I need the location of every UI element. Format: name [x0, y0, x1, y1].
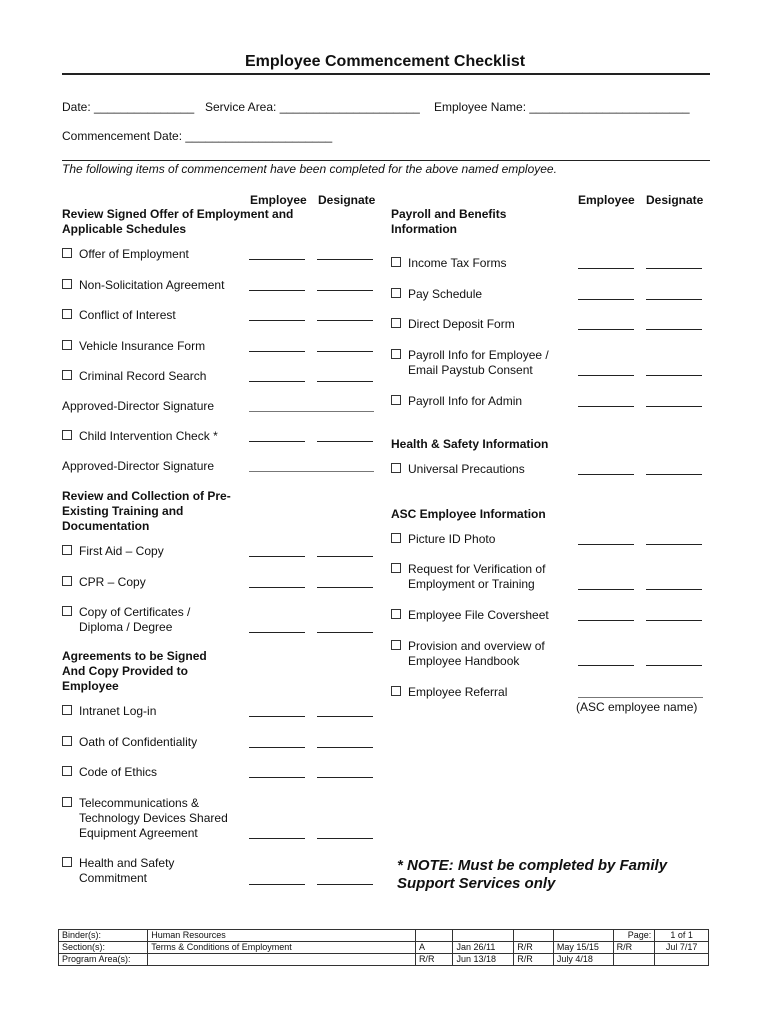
binders-label: Binder(s): [59, 930, 148, 942]
employee-sign-line[interactable] [249, 716, 305, 717]
employee-sign-line[interactable] [578, 375, 634, 376]
designate-sign-line[interactable] [317, 381, 373, 382]
checklist-item-verification[interactable]: Request for Verification of Employment or Training [391, 562, 545, 592]
right-employee-heading: Employee [578, 193, 635, 207]
employee-name-field[interactable]: Employee Name: ________________________ [434, 100, 690, 114]
checklist-item-universal-precautions[interactable]: Universal Precautions [391, 462, 525, 477]
review-date: July 4/18 [553, 954, 613, 966]
checkbox[interactable] [391, 686, 401, 696]
section-agreements: Agreements to be Signed And Copy Provided to Employee [62, 649, 207, 693]
checkbox[interactable] [62, 797, 72, 807]
designate-sign-line[interactable] [317, 441, 373, 442]
approved-director-signature: Approved-Director Signature [62, 399, 215, 413]
checkbox[interactable] [62, 606, 72, 616]
checkbox[interactable] [391, 640, 401, 650]
checklist-item-direct-deposit[interactable]: Direct Deposit Form [391, 317, 515, 332]
section-review-collection: Review and Collection of Pre-Existing Training and Documentation [62, 489, 231, 533]
designate-sign-line[interactable] [646, 375, 702, 376]
section-payroll-benefits: Payroll and Benefits Information [391, 207, 507, 236]
employee-sign-line[interactable] [249, 351, 305, 352]
checkbox[interactable] [62, 576, 72, 586]
employee-sign-line[interactable] [249, 556, 305, 557]
review-date: May 15/15 [553, 942, 613, 954]
director-sign-line[interactable] [249, 411, 374, 412]
designate-sign-line[interactable] [646, 329, 702, 330]
section-health-safety-info: Health & Safety Information [391, 437, 549, 451]
sections-label: Section(s): [59, 942, 148, 954]
checklist-item-handbook[interactable]: Provision and overview of Employee Handbook [391, 639, 545, 669]
section-asc-employee-info: ASC Employee Information [391, 507, 546, 521]
designate-sign-line[interactable] [646, 299, 702, 300]
checkbox[interactable] [62, 705, 72, 715]
effective-date: Jan 26/11 [453, 942, 514, 954]
checkbox[interactable] [391, 349, 401, 359]
approved-director-signature: Approved-Director Signature [62, 459, 215, 473]
checklist-item-health-safety[interactable]: Health and Safety Commitment [62, 856, 174, 886]
asc-employee-name-label: (ASC employee name) [576, 700, 698, 714]
employee-sign-line[interactable] [578, 620, 634, 621]
employee-sign-line[interactable] [249, 381, 305, 382]
designate-sign-line[interactable] [317, 351, 373, 352]
service-area-field[interactable]: Service Area: _____________________ [205, 100, 420, 114]
checklist-item-conflict[interactable]: Conflict of Interest [62, 308, 176, 323]
checkbox[interactable] [391, 288, 401, 298]
employee-sign-line[interactable] [249, 290, 305, 291]
checklist-item-intranet[interactable]: Intranet Log-in [62, 704, 156, 719]
designate-sign-line[interactable] [317, 747, 373, 748]
commencement-date-field[interactable]: Commencement Date: ______________________ [62, 129, 333, 143]
checklist-item-cpr[interactable]: CPR – Copy [62, 575, 146, 590]
checklist-item-payroll-info-admin[interactable]: Payroll Info for Admin [391, 394, 522, 409]
employee-sign-line[interactable] [249, 777, 305, 778]
employee-sign-line[interactable] [249, 884, 305, 885]
checkbox[interactable] [391, 395, 401, 405]
designate-sign-line[interactable] [317, 587, 373, 588]
checklist-item-payroll-info-employee[interactable]: Payroll Info for Employee / Email Paystub Consent [391, 348, 549, 378]
page-title: Employee Commencement Checklist [244, 53, 526, 70]
review-code: R/R [613, 942, 655, 954]
employee-sign-line[interactable] [249, 838, 305, 839]
employee-sign-line[interactable] [249, 441, 305, 442]
section-value: Terms & Conditions of Employment [148, 942, 416, 954]
employee-sign-line[interactable] [578, 589, 634, 590]
employee-sign-line[interactable] [249, 320, 305, 321]
designate-sign-line[interactable] [317, 838, 373, 839]
employee-sign-line[interactable] [578, 268, 634, 269]
binder-value: Human Resources [148, 930, 416, 942]
designate-sign-line[interactable] [646, 544, 702, 545]
checklist-item-pay-schedule[interactable]: Pay Schedule [391, 287, 482, 302]
approval-code: A [415, 942, 453, 954]
right-designate-heading: Designate [646, 193, 704, 207]
checkbox[interactable] [62, 736, 72, 746]
checklist-item-ethics[interactable]: Code of Ethics [62, 765, 157, 780]
designate-sign-line[interactable] [646, 620, 702, 621]
employee-sign-line[interactable] [578, 544, 634, 545]
designate-sign-line[interactable] [646, 474, 702, 475]
checkbox[interactable] [391, 318, 401, 328]
employee-sign-line[interactable] [249, 587, 305, 588]
checklist-item-non-solicitation[interactable]: Non-Solicitation Agreement [62, 278, 224, 293]
section-review-signed-offer: Review Signed Offer of Employment and Applicable Schedules [62, 207, 294, 236]
checkbox[interactable] [62, 248, 72, 258]
program-areas-label: Program Area(s): [59, 954, 148, 966]
checklist-item-income-tax[interactable]: Income Tax Forms [391, 256, 506, 271]
designate-sign-line[interactable] [317, 632, 373, 633]
title-rule [62, 73, 710, 75]
page-count: 1 of 1 [655, 930, 709, 942]
checkbox[interactable] [62, 370, 72, 380]
family-support-note: * NOTE: Must be completed by Family Support Services only [397, 857, 668, 892]
designate-sign-line[interactable] [646, 406, 702, 407]
employee-sign-line[interactable] [578, 329, 634, 330]
checkbox[interactable] [62, 279, 72, 289]
review-code: R/R [415, 954, 453, 966]
checklist-item-criminal[interactable]: Criminal Record Search [62, 369, 206, 384]
left-designate-heading: Designate [318, 193, 376, 207]
checkbox[interactable] [391, 463, 401, 473]
checkbox[interactable] [391, 563, 401, 573]
employee-sign-line[interactable] [249, 747, 305, 748]
checkbox[interactable] [391, 257, 401, 267]
checkbox[interactable] [391, 533, 401, 543]
checkbox[interactable] [62, 857, 72, 867]
left-employee-heading: Employee [250, 193, 307, 207]
asc-name-line[interactable] [578, 697, 703, 698]
employee-sign-line[interactable] [578, 474, 634, 475]
designate-sign-line[interactable] [317, 320, 373, 321]
director-sign-line[interactable] [249, 471, 374, 472]
review-code: R/R [514, 942, 554, 954]
designate-sign-line[interactable] [317, 777, 373, 778]
employee-sign-line[interactable] [578, 406, 634, 407]
date-field[interactable]: Date: _______________ [62, 100, 195, 114]
checkbox[interactable] [391, 609, 401, 619]
checklist-item-child-intervention[interactable]: Child Intervention Check * [62, 429, 218, 444]
checklist-item-certificates[interactable]: Copy of Certificates / Diploma / Degree [62, 605, 190, 635]
checklist-item-telecom[interactable]: Telecommunications & Technology Devices Shared Equipment Agreement [62, 796, 228, 841]
checkbox[interactable] [62, 309, 72, 319]
checkbox[interactable] [62, 340, 72, 350]
review-code: R/R [514, 954, 554, 966]
checkbox[interactable] [62, 766, 72, 776]
employee-sign-line[interactable] [249, 259, 305, 260]
checklist-item-employee-referral[interactable]: Employee Referral [391, 685, 507, 700]
page-label: Page: [613, 930, 655, 942]
checklist-item-offer[interactable]: Offer of Employment [62, 247, 189, 262]
employee-sign-line[interactable] [249, 632, 305, 633]
employee-sign-line[interactable] [578, 299, 634, 300]
designate-sign-line[interactable] [317, 556, 373, 557]
checkbox[interactable] [62, 430, 72, 440]
designate-sign-line[interactable] [317, 884, 373, 885]
designate-sign-line[interactable] [317, 290, 373, 291]
checklist-item-first-aid[interactable]: First Aid – Copy [62, 544, 164, 559]
review-date: Jun 13/18 [453, 954, 514, 966]
checklist-item-vehicle[interactable]: Vehicle Insurance Form [62, 339, 205, 354]
checklist-item-file-coversheet[interactable]: Employee File Coversheet [391, 608, 549, 623]
document-control-table [58, 929, 709, 966]
designate-sign-line[interactable] [317, 716, 373, 717]
designate-sign-line[interactable] [646, 665, 702, 666]
checklist-item-oath[interactable]: Oath of Confidentiality [62, 735, 197, 750]
employee-sign-line[interactable] [578, 665, 634, 666]
checkbox[interactable] [62, 545, 72, 555]
header-divider [62, 160, 710, 161]
intro-text: The following items of commencement have been completed for the above named employee. [62, 162, 557, 176]
checklist-item-picture-id[interactable]: Picture ID Photo [391, 532, 495, 547]
designate-sign-line[interactable] [646, 589, 702, 590]
designate-sign-line[interactable] [646, 268, 702, 269]
review-date: Jul 7/17 [655, 942, 709, 954]
designate-sign-line[interactable] [317, 259, 373, 260]
